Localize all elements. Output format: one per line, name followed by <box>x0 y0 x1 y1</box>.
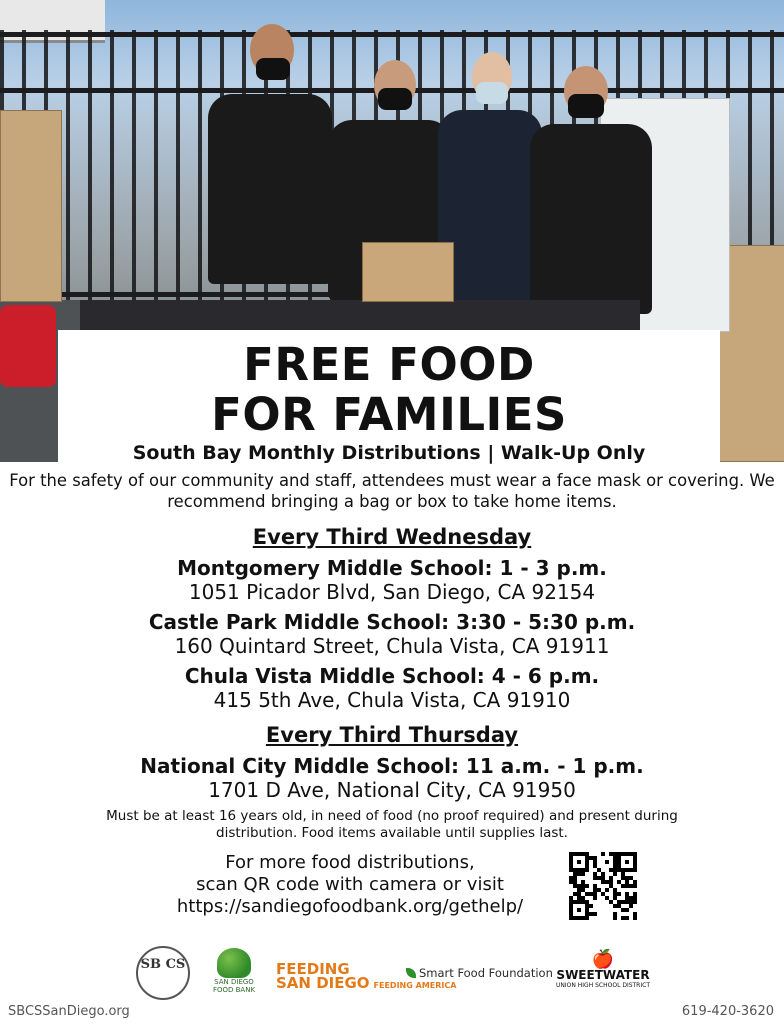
safety-notice: For the safety of our community and staff, attendees must wear a face mask or covering. We recommend bringing a bag or box to take home items. <box>9 471 775 511</box>
subtitle: South Bay Monthly Distributions | Walk-Up Only <box>132 442 646 464</box>
sbcs-logo-mark: SB CS <box>140 957 186 972</box>
website-link[interactable]: SBCSSanDiego.org <box>8 1004 130 1019</box>
tree-icon <box>217 948 251 978</box>
site-name: Castle Park Middle School: 3:30 - 5:30 p.m. <box>148 610 636 634</box>
partner-logos <box>0 944 784 1004</box>
cardboard-box <box>362 242 454 302</box>
sbcs-logo <box>136 946 190 1000</box>
fence-rail-top <box>0 32 784 37</box>
smart-food-foundation-logo <box>406 966 553 980</box>
eligibility-notice: Must be at least 16 years old, in need of food (no proof required) and present during distribution. Food items available until supplies last. <box>106 808 678 841</box>
schedule-content <box>0 470 784 842</box>
sweetwater-name: SWEETWATER <box>556 968 650 982</box>
title-line-2: FOR FAMILIES <box>211 388 567 441</box>
feeding-america-mark: FEEDING AMERICA <box>373 981 457 990</box>
feeding-line-1: FEEDING <box>276 960 350 978</box>
section-heading-wednesday: Every Third Wednesday <box>252 525 532 549</box>
cardboard-stack-left <box>0 110 62 302</box>
site-address: 1701 D Ave, National City, CA 91950 <box>208 778 576 802</box>
distribution-table <box>80 300 640 330</box>
feeding-line-2: SAN DIEGO <box>276 974 370 992</box>
site-address: 160 Quintard Street, Chula Vista, CA 91911 <box>174 634 610 658</box>
site-name: Montgomery Middle School: 1 - 3 p.m. <box>177 556 607 580</box>
san-diego-food-bank-logo <box>206 948 262 994</box>
volunteer-1 <box>208 24 332 304</box>
site-address: 415 5th Ave, Chula Vista, CA 91910 <box>213 688 571 712</box>
site-name: National City Middle School: 11 a.m. - 1 p.m. <box>140 754 644 778</box>
gethelp-link[interactable]: https://sandiegofoodbank.org/gethelp/ <box>176 896 524 917</box>
title-panel <box>58 330 720 464</box>
smart-food-label: Smart Food Foundation <box>419 966 553 980</box>
more-info-line-2: scan QR code with camera or visit <box>196 874 504 895</box>
leaf-icon <box>406 968 416 978</box>
volunteer-4 <box>530 66 652 316</box>
section-heading-thursday: Every Third Thursday <box>265 723 519 747</box>
red-bag <box>0 305 56 387</box>
site-name: Chula Vista Middle School: 4 - 6 p.m. <box>184 664 600 688</box>
more-info-line-1: For more food distributions, <box>225 852 475 873</box>
title-line-1: FREE FOOD <box>243 338 535 391</box>
phone-number: 619-420-3620 <box>681 1004 774 1019</box>
more-info <box>130 852 570 918</box>
apple-book-icon: 🍎 <box>591 949 615 970</box>
qr-code-icon[interactable] <box>569 852 637 920</box>
food-bank-label: SAN DIEGO FOOD BANK <box>212 978 256 994</box>
sweetwater-logo <box>556 949 650 989</box>
sweetwater-district: UNION HIGH SCHOOL DISTRICT <box>556 982 650 989</box>
site-address: 1051 Picador Blvd, San Diego, CA 92154 <box>188 580 596 604</box>
